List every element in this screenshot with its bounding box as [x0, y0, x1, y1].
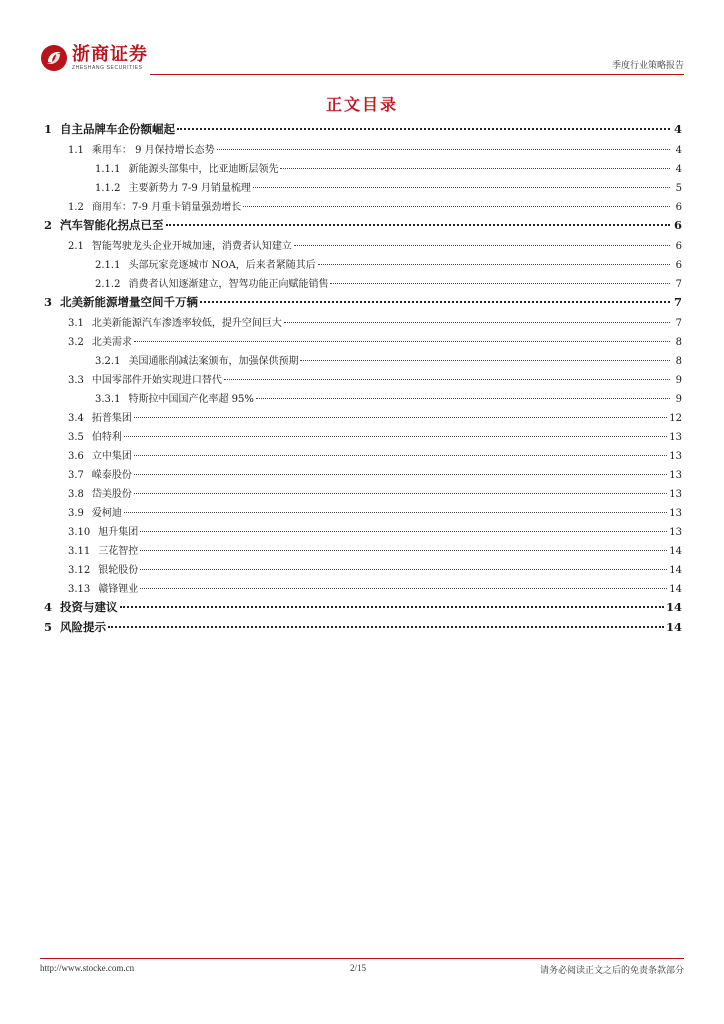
toc-entry[interactable]: [44, 466, 682, 485]
toc-leader-dots: [318, 264, 670, 265]
toc-entry-page: 8: [675, 356, 682, 367]
toc-entry-page: 14: [665, 600, 682, 614]
toc-leader-dots: [217, 149, 670, 150]
header-divider: [150, 74, 684, 75]
toc-entry-title: 头部玩家竞逐城市 NOA，后来者紧随其后: [128, 260, 316, 271]
toc-entry-number: 3.11: [68, 546, 91, 557]
toc-entry-number: 1: [44, 122, 53, 136]
toc-entry-page: 4: [675, 164, 682, 175]
toc-entry-page: 7: [673, 295, 682, 309]
toc-entry-title: 北美新能源增量空间千万辆: [60, 295, 199, 309]
toc-entry-title: 新能源头部集中，比亚迪断层领先: [128, 164, 279, 175]
toc-entry-page: 6: [675, 260, 682, 271]
toc-entry[interactable]: [44, 198, 682, 217]
toc-leader-dots: [108, 626, 664, 628]
toc-entry-number: 1.2: [68, 202, 84, 213]
toc-entry-page: 13: [669, 508, 682, 519]
table-of-contents: [44, 121, 682, 639]
toc-entry-title: 中国零部件开始实现进口替代: [91, 375, 222, 386]
toc-entry[interactable]: [44, 333, 682, 352]
toc-entry-title: 嵘泰股份: [91, 470, 132, 481]
toc-entry-number: 3.2.1: [95, 356, 121, 367]
toc-entry[interactable]: [44, 580, 682, 599]
toc-entry-page: 14: [669, 584, 682, 595]
toc-leader-dots: [120, 606, 664, 608]
toc-entry-number: 3: [44, 295, 53, 309]
toc-entry-title: 赣锋锂业: [98, 584, 139, 595]
toc-entry[interactable]: [44, 485, 682, 504]
toc-entry-number: 3.13: [68, 584, 91, 595]
footer-divider: [40, 958, 684, 959]
toc-entry[interactable]: [44, 390, 682, 409]
toc-leader-dots: [140, 569, 667, 570]
toc-entry-number: 3.12: [68, 565, 91, 576]
toc-entry-number: 3.7: [68, 470, 84, 481]
toc-entry[interactable]: [44, 160, 682, 179]
toc-leader-dots: [243, 206, 670, 207]
toc-entry-number: 2.1: [68, 241, 84, 252]
logo-subtitle: ZHESHANG SECURITIES: [72, 65, 143, 71]
toc-leader-dots: [300, 360, 670, 361]
toc-entry-title: 汽车智能化拐点已至: [60, 218, 164, 232]
toc-entry-page: 6: [675, 241, 682, 252]
toc-entry[interactable]: [44, 352, 682, 371]
toc-entry[interactable]: [44, 504, 682, 523]
toc-entry-page: 13: [669, 451, 682, 462]
toc-entry-page: 9: [675, 394, 682, 405]
toc-entry-page: 7: [675, 318, 682, 329]
toc-entry-title: 拓普集团: [91, 413, 132, 424]
toc-entry-page: 6: [673, 218, 682, 232]
toc-entry[interactable]: [44, 314, 682, 333]
toc-entry[interactable]: [44, 179, 682, 198]
company-logo: [40, 44, 148, 72]
toc-entry-page: 13: [669, 527, 682, 538]
toc-entry-number: 3.9: [68, 508, 84, 519]
toc-entry-page: 6: [675, 202, 682, 213]
toc-leader-dots: [330, 283, 670, 284]
toc-entry[interactable]: [44, 141, 682, 160]
toc-entry[interactable]: [44, 409, 682, 428]
toc-entry-title: 北美新能源汽车渗透率较低，提升空间巨大: [91, 318, 282, 329]
toc-leader-dots: [200, 301, 670, 303]
footer-url-link[interactable]: http://www.stocke.com.cn: [40, 963, 135, 973]
toc-entry[interactable]: [44, 561, 682, 580]
toc-leader-dots: [177, 128, 670, 130]
toc-entry-title: 爱柯迪: [91, 508, 122, 519]
toc-entry-number: 3.3.1: [95, 394, 121, 405]
toc-entry-page: 14: [669, 565, 682, 576]
toc-leader-dots: [256, 398, 670, 399]
toc-entry-title: 三花智控: [98, 546, 139, 557]
toc-leader-dots: [253, 187, 670, 188]
toc-entry-page: 14: [665, 620, 682, 634]
toc-entry-number: 5: [44, 620, 53, 634]
toc-entry-title: 旭升集团: [98, 527, 139, 538]
toc-leader-dots: [124, 512, 667, 513]
toc-leader-dots: [134, 493, 667, 494]
toc-entry-title: 美国通胀削减法案颁布，加强保供预期: [128, 356, 299, 367]
page-title: 正文目录: [325, 95, 398, 114]
toc-entry-number: 3.3: [68, 375, 84, 386]
toc-entry-page: 12: [669, 413, 682, 424]
toc-entry-number: 1.1: [68, 145, 84, 156]
toc-entry-number: 1.1.1: [95, 164, 121, 175]
toc-entry-number: 3.6: [68, 451, 84, 462]
toc-entry-title: 银轮股份: [98, 565, 139, 576]
toc-entry[interactable]: [44, 599, 682, 619]
toc-entry[interactable]: [44, 428, 682, 447]
toc-entry[interactable]: [44, 619, 682, 639]
toc-entry-title: 主要新势力 7-9 月销量梳理: [128, 183, 251, 194]
toc-leader-dots: [134, 455, 667, 456]
toc-entry-title: 伯特利: [91, 432, 122, 443]
toc-entry[interactable]: [44, 294, 682, 314]
page-header: [40, 40, 684, 80]
toc-entry-page: 8: [675, 337, 682, 348]
toc-leader-dots: [280, 168, 670, 169]
logo-name: 浙商证券: [72, 44, 148, 65]
toc-entry-number: 2: [44, 218, 53, 232]
toc-entry-title: 立中集团: [91, 451, 132, 462]
toc-entry-number: 3.1: [68, 318, 84, 329]
toc-entry-number: 1.1.2: [95, 183, 121, 194]
toc-entry-page: 7: [675, 279, 682, 290]
toc-leader-dots: [166, 224, 670, 226]
toc-leader-dots: [284, 322, 670, 323]
toc-entry-title: 风险提示: [60, 620, 107, 634]
toc-entry[interactable]: [44, 371, 682, 390]
toc-entry-page: 13: [669, 432, 682, 443]
toc-entry[interactable]: [44, 256, 682, 275]
toc-entry-number: 3.4: [68, 413, 84, 424]
toc-entry[interactable]: [44, 237, 682, 256]
toc-entry-number: 4: [44, 600, 53, 614]
page-number: 2/15: [350, 963, 367, 973]
toc-entry-title: 北美需求: [91, 337, 132, 348]
toc-entry[interactable]: [44, 217, 682, 237]
toc-entry[interactable]: [44, 275, 682, 294]
toc-entry-title: 特斯拉中国国产化率超 95%: [128, 394, 254, 405]
toc-entry[interactable]: [44, 121, 682, 141]
toc-entry-title: 岱美股份: [91, 489, 132, 500]
toc-entry-page: 4: [673, 122, 682, 136]
toc-entry-title: 自主品牌车企份额崛起: [60, 122, 176, 136]
toc-entry-page: 13: [669, 489, 682, 500]
toc-entry-title: 投资与建议: [60, 600, 118, 614]
report-type: 季度行业策略报告: [611, 61, 684, 71]
footer-disclaimer: 请务必阅读正文之后的免责条款部分: [539, 966, 684, 976]
toc-leader-dots: [140, 531, 667, 532]
zheshang-logo-icon: [40, 44, 68, 72]
toc-leader-dots: [134, 417, 667, 418]
toc-entry-page: 5: [675, 183, 682, 194]
toc-entry-number: 3.10: [68, 527, 91, 538]
toc-entry-title: 商用车：7-9 月重卡销量强劲增长: [91, 202, 242, 213]
toc-entry[interactable]: [44, 542, 682, 561]
toc-leader-dots: [124, 436, 667, 437]
toc-entry-number: 3.5: [68, 432, 84, 443]
toc-entry-number: 2.1.2: [95, 279, 121, 290]
toc-leader-dots: [224, 379, 670, 380]
toc-entry-title: 智能驾驶龙头企业开城加速，消费者认知建立: [91, 241, 292, 252]
toc-entry-page: 4: [675, 145, 682, 156]
toc-entry-page: 14: [669, 546, 682, 557]
page-footer: [40, 958, 684, 984]
toc-leader-dots: [134, 341, 670, 342]
toc-entry[interactable]: [44, 447, 682, 466]
toc-entry-number: 3.2: [68, 337, 84, 348]
toc-entry-page: 9: [675, 375, 682, 386]
toc-entry-page: 13: [669, 470, 682, 481]
toc-entry-title: 乘用车： 9 月保持增长态势: [91, 145, 215, 156]
toc-leader-dots: [134, 474, 667, 475]
toc-entry-number: 3.8: [68, 489, 84, 500]
toc-leader-dots: [294, 245, 670, 246]
toc-entry[interactable]: [44, 523, 682, 542]
toc-entry-number: 2.1.1: [95, 260, 121, 271]
toc-leader-dots: [140, 588, 667, 589]
toc-entry-title: 消费者认知逐渐建立，智驾功能正向赋能销售: [128, 279, 329, 290]
toc-leader-dots: [140, 550, 667, 551]
